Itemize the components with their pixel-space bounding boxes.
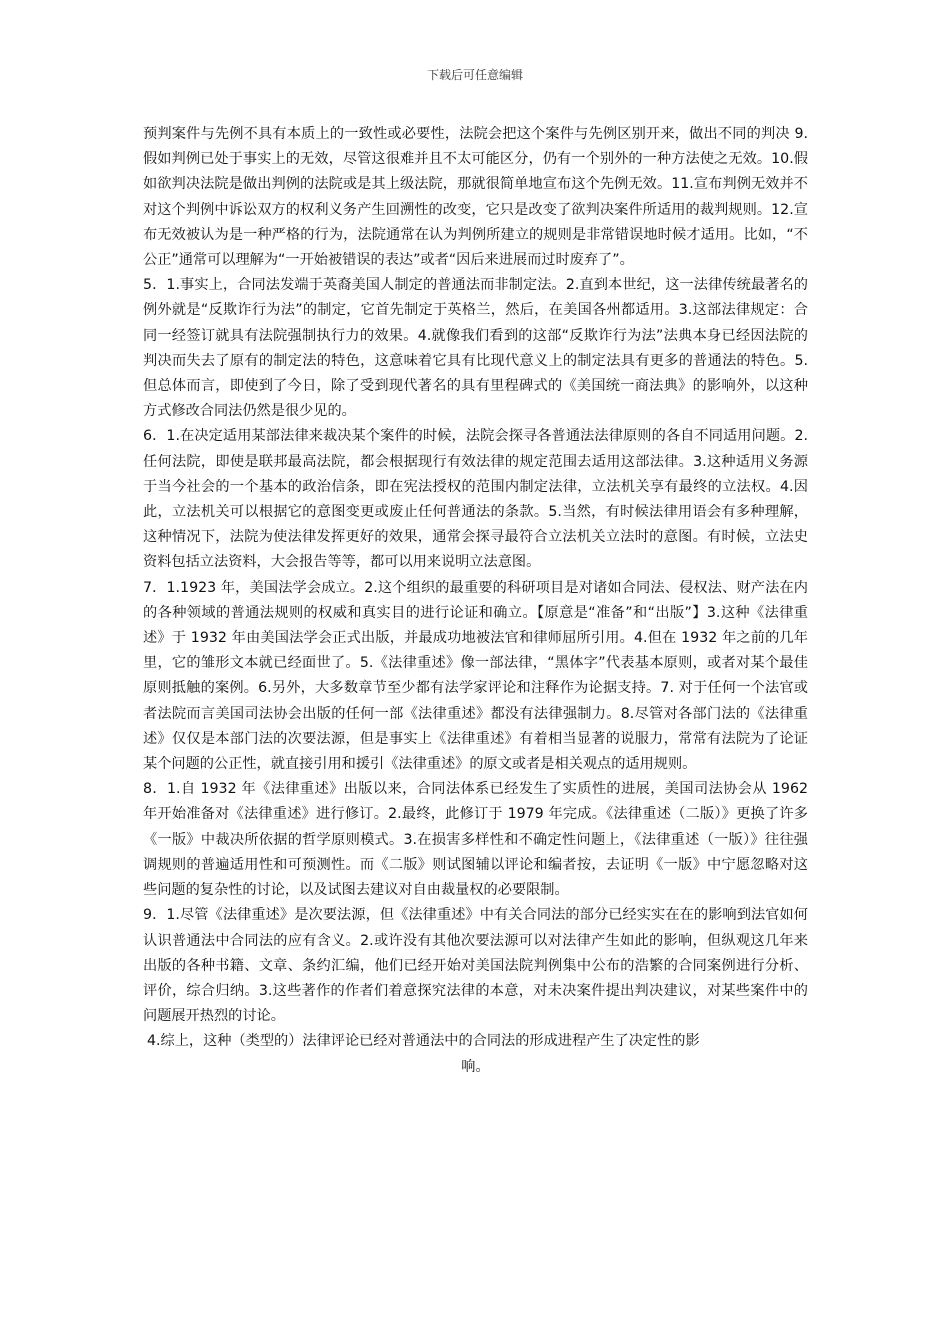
paragraph-7: 7．1.1923 年，美国法学会成立。2.这个组织的最重要的科研项目是对诸如合同法、侵权法、财产法在内的各种领域的普通法规则的权威和真实目的进行论证和确立。【原意是“准备”和“出版”】3.这种《法律重述》于 1932 年由美国法学会正式出版，并最成功地被法官和律师屈所引用。4.但在 1932 年之前的几年里，它的雏形文本就已经面世了。5.《法律重述》像一部法律，“黑体字”代表基本原则，或者对某个最佳原则抵触的案例。6.另外，大多数章节至少都有法学家评论和注释作为论据支持。7. 对于任何一个法官或者法院而言美国司法协会出版的任何一部《法律重述》都没有法律强制力。8.尽管对各部门法的《法律重述》仅仅是本部门法的次要法源，但是事实上《法律重述》有着相当显著的说服力，常常有法院为了论证某个问题的公正性，就直接引用和援引《法律重述》的原文或者是相关观点的适用规则。 [143, 579, 808, 773]
paragraph-9: 9．1.尽管《法律重述》是次要法源，但《法律重述》中有关合同法的部分已经实实在在的影响到法官如何认识普通法中合同法的应有含义。2.或许没有其他次要法源可以对法律产生如此的影响，但纵观这几年来出版的各种书籍、文章、条约汇编，他们已经开始对美国法院判例集中公布的浩繁的合同案例进行分析、评价，综合归纳。3.这些著作的作者们着意探究法律的本意，对未决案件提出判决建议，对某些案件中的问题展开热烈的讨论。 [143, 907, 808, 1025]
paragraph-1: 预判案件与先例不具有本质上的一致性或必要性，法院会把这个案件与先例区别开来，做出不同的判决 9.假如判例已处于事实上的无效，尽管这很难并且不太可能区分，仍有一个别外的一种方法使之无效。10.假如欲判决法院是做出判例的法院或是其上级法院，那就很简单地宣布这个先例无效。11.宣布判例无效并不对这个判例中诉讼双方的权利义务产生回溯性的改变，它只是改变了欲判决案件所适用的裁判规则。12.宣布无效被认为是一种严格的行为，法院通常在认为判例所建立的规则是非常错误地时候才适用。比如，“不公正”通常可以理解为“一开始被错误的表达”或者“因后来进展而过时废弃了”。 [143, 126, 808, 269]
document-body [143, 122, 808, 1080]
paragraph-6: 6．1.在决定适用某部法律来裁决某个案件的时候，法院会探寻各普通法法律原则的各自不同适用问题。2.任何法院，即使是联邦最高法院，都会根据现行有效法律的规定范围去适用这部法律。3.这种适用义务源于当今社会的一个基本的政治信条，即在宪法授权的范围内制定法律，立法机关享有最终的立法权。4.因此，立法机关可以根据它的意图变更或废止任何普通法的条款。5.当然，有时候法律用语会有多种理解，这种情况下，法院为使法律发挥更好的效果，通常会探寻最符合立法机关立法时的意图。有时候，立法史资料包括立法资料，大会报告等等，都可以用来说明立法意图。 [143, 428, 808, 571]
page-header: 下载后可任意编辑 [426, 68, 523, 82]
paragraph-5: 5．1.事实上，合同法发端于英裔美国人制定的普通法而非制定法。2.直到本世纪，这一法律传统最著名的例外就是“反欺诈行为法”的制定，它首先制定于英格兰，然后，在美国各州都适用。3.这部法律规定：合同一经签订就具有法院强制执行力的效果。4.就像我们看到的这部“反欺诈行为法”法典本身已经因法院的判决而失去了原有的制定法的特色，这意味着它具有比现代意义上的制定法具有更多的普通法的特色。5.但总体而言，即使到了今日，除了受到现代著名的具有里程碑式的《美国统一商法典》的影响外，以这种方式修改合同法仍然是很少见的。 [143, 277, 808, 420]
paragraph-9-conclusion-tail: 响。 [461, 1058, 490, 1075]
paragraph-9-conclusion: 4.综上，这种（类型的）法律评论已经对普通法中的合同法的形成进程产生了决定性的影 [147, 1033, 700, 1050]
paragraph-8: 8．1.自 1932 年《法律重述》出版以来，合同法体系已经发生了实质性的进展，美国司法协会从 1962 年开始准备对《法律重述》进行修订。2.最终，此修订于 1979 年完成。《法律重述（二版）》更换了许多《一版》中裁决所依据的哲学原则模式。3.在损害多样性和不确定性问题上，《法律重述（一版）》往往强调规则的普遍适用性和可预测性。而《二版》则试图辅以评论和编者按，去证明《一版》中宁愿忽略对这些问题的复杂性的讨论，以及试图去建议对自由裁量权的必要限制。 [143, 781, 808, 899]
